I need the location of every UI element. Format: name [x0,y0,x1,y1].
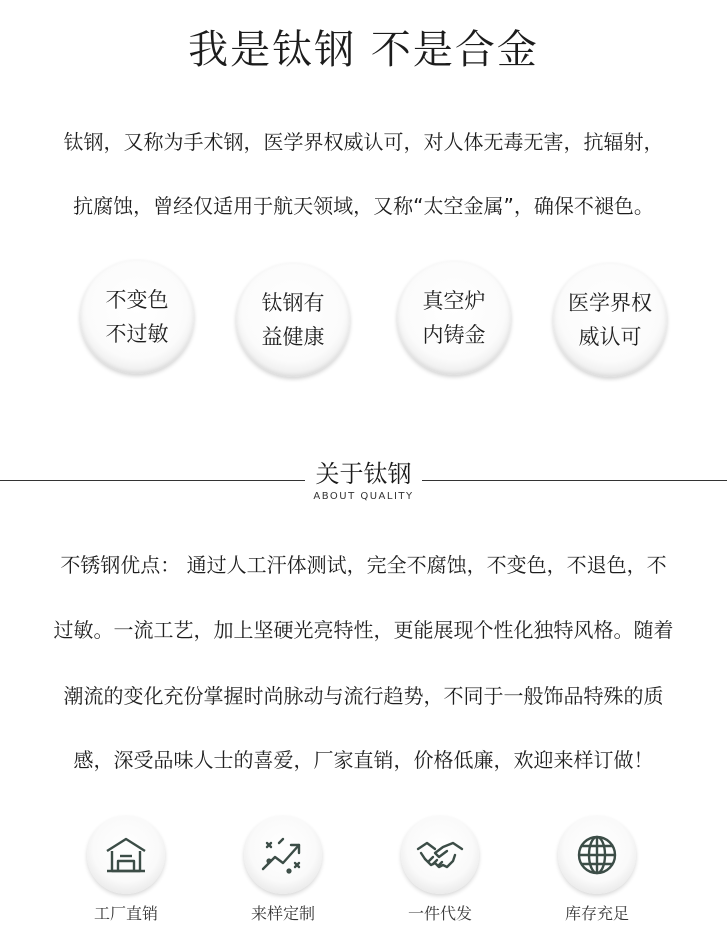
feature-badge-line2: 益健康 [261,325,325,349]
intro-line-1: 钛钢，又称为手术钢，医学界权威认可，对人体无毒无害，抗辐射， [63,130,664,154]
quality-line-3: 潮流的变化充份掌握时尚脉动与流行趋势，不同于一般饰品特殊的质 [63,684,664,708]
quality-line-4: 感，深受品味人士的喜爱，厂家直销，价格低廉，欢迎来样订做！ [73,748,654,772]
feature-badge [236,263,350,377]
feature-badge-line1: 不变色 [105,288,169,312]
quality-line-1: 不锈钢优点： 通过人工汗体测试，完全不腐蚀，不变色，不退色，不 [60,553,667,577]
feature-badge-line1: 真空炉 [422,289,486,313]
factory-icon [103,835,149,875]
feature-badge-line1: 钛钢有 [261,291,325,315]
intro-line-2: 抗腐蚀，曾经仅适用于航天领域，又称“太空金属”，确保不褪色。 [73,194,654,218]
feature-badge-line2: 内铸金 [422,323,486,347]
service-badge-factory [87,816,165,894]
feature-badge-line2: 威认可 [578,325,642,349]
service-badge-dropship [401,816,479,894]
feature-badge [80,260,194,374]
page-title: 我是钛钢 不是合金 [188,27,539,73]
service-label-factory: 工厂直销 [93,904,158,923]
service-label-custom: 来样定制 [250,904,315,923]
feature-badge-line2: 不过敏 [105,322,169,346]
service-label-dropship: 一件代发 [407,904,472,923]
feature-badge [553,263,667,377]
section-title: 关于钛钢 [315,460,412,488]
service-label-stock: 库存充足 [564,904,629,923]
feature-badge-line1: 医学界权 [568,291,652,315]
growth-chart-icon [259,833,307,877]
handshake-icon [415,835,465,875]
feature-badge [397,261,511,375]
service-badge-stock [558,816,636,894]
quality-line-2: 过敏。一流工艺，加上坚硬光亮特性，更能展现个性化独特风格。随着 [53,618,674,642]
section-subtitle: ABOUT QUALITY [313,491,414,502]
globe-icon [575,833,619,877]
service-badge-custom [244,816,322,894]
